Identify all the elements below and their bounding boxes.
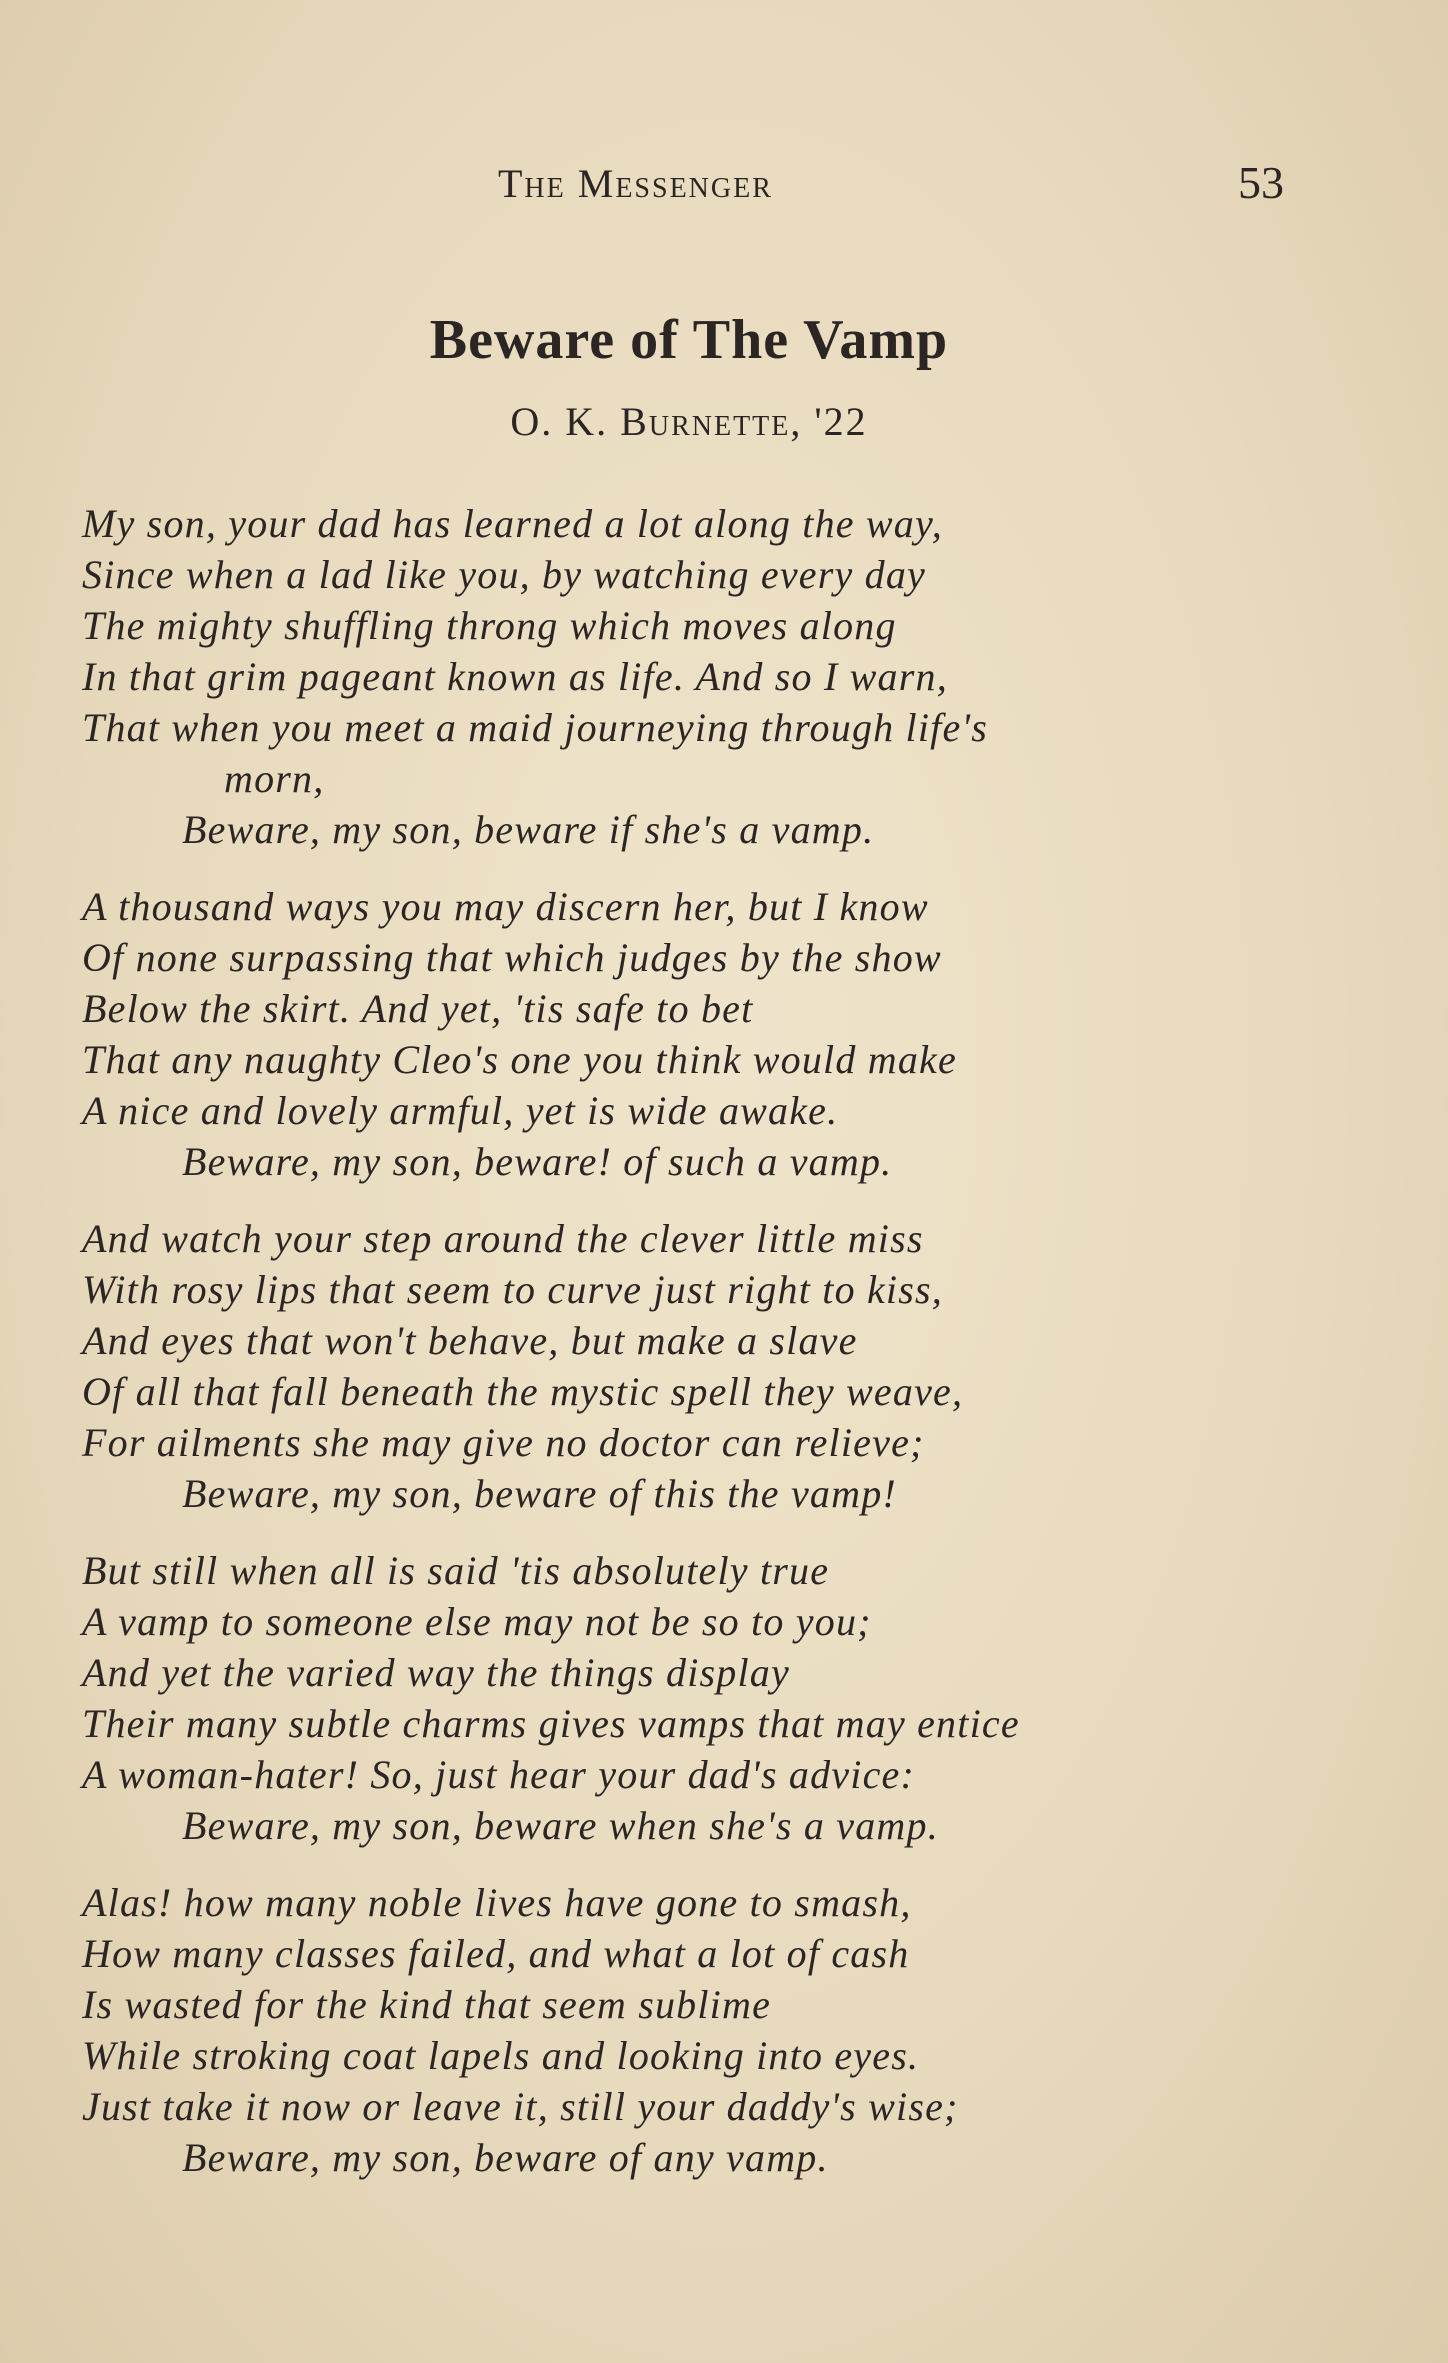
poem-line: That when you meet a maid journeying through life's <box>82 705 988 750</box>
poem-line: With rosy lips that seem to curve just right to kiss, <box>82 1267 943 1312</box>
poem-line: My son, your dad has learned a lot along the way, <box>82 501 943 546</box>
poem-line: And eyes that won't behave, but make a slave <box>82 1318 858 1363</box>
poem-title: Beware of The Vamp <box>429 309 949 371</box>
poem-line: Their many subtle charms gives vamps that may entice <box>82 1701 1020 1746</box>
page-number: 53 <box>1238 157 1284 208</box>
poem-author: O. K. Burnette, '22 <box>510 399 868 444</box>
poem-line: And watch your step around the clever little miss <box>82 1216 924 1261</box>
journal-title: The Messenger <box>498 161 773 206</box>
poem-line: Is wasted for the kind that seem sublime <box>82 1982 772 2027</box>
poem-line: A thousand ways you may discern her, but I know <box>82 884 929 929</box>
poem-refrain: Beware, my son, beware of this the vamp! <box>182 1471 897 1516</box>
poem-body <box>82 498 1402 2209</box>
stanza-3 <box>82 1213 1402 1519</box>
stanza-5 <box>82 1877 1402 2183</box>
poem-line: Just take it now or leave it, still your daddy's wise; <box>82 2084 959 2129</box>
poem-refrain: Beware, my son, beware when she's a vamp. <box>182 1803 939 1848</box>
poem-line: Of all that fall beneath the mystic spell they weave, <box>82 1369 964 1414</box>
stanza-4 <box>82 1545 1402 1851</box>
poem-line: A woman-hater! So, just hear your dad's advice: <box>82 1752 916 1797</box>
poem-line: For ailments she may give no doctor can relieve; <box>82 1420 925 1465</box>
poem-line: A nice and lovely armful, yet is wide awake. <box>82 1088 839 1133</box>
poem-line: And yet the varied way the things display <box>82 1650 790 1695</box>
stanza-2 <box>82 881 1402 1187</box>
poem-line: But still when all is said 'tis absolutely true <box>82 1548 830 1593</box>
poem-line: That any naughty Cleo's one you think would make <box>82 1037 957 1082</box>
poem-refrain: Beware, my son, beware of any vamp. <box>182 2135 829 2180</box>
poem-line: Of none surpassing that which judges by the show <box>82 935 942 980</box>
poem-line: Since when a lad like you, by watching every day <box>82 552 927 597</box>
poem-line: Alas! how many noble lives have gone to smash, <box>82 1880 912 1925</box>
poem-line: The mighty shuffling throng which moves along <box>82 603 897 648</box>
poem-line: A vamp to someone else may not be so to you; <box>82 1599 872 1644</box>
poem-refrain: Beware, my son, beware if she's a vamp. <box>182 807 875 852</box>
poem-line: In that grim pageant known as life. And so I warn, <box>82 654 948 699</box>
stanza-1 <box>82 498 1402 855</box>
running-head <box>0 157 1448 220</box>
poem-line-continuation: morn, <box>224 756 325 801</box>
poem-line: How many classes failed, and what a lot of cash <box>82 1931 910 1976</box>
poem-line: Below the skirt. And yet, 'tis safe to bet <box>82 986 754 1031</box>
poem-refrain: Beware, my son, beware! of such a vamp. <box>182 1139 893 1184</box>
poem-line: While stroking coat lapels and looking into eyes. <box>82 2033 920 2078</box>
